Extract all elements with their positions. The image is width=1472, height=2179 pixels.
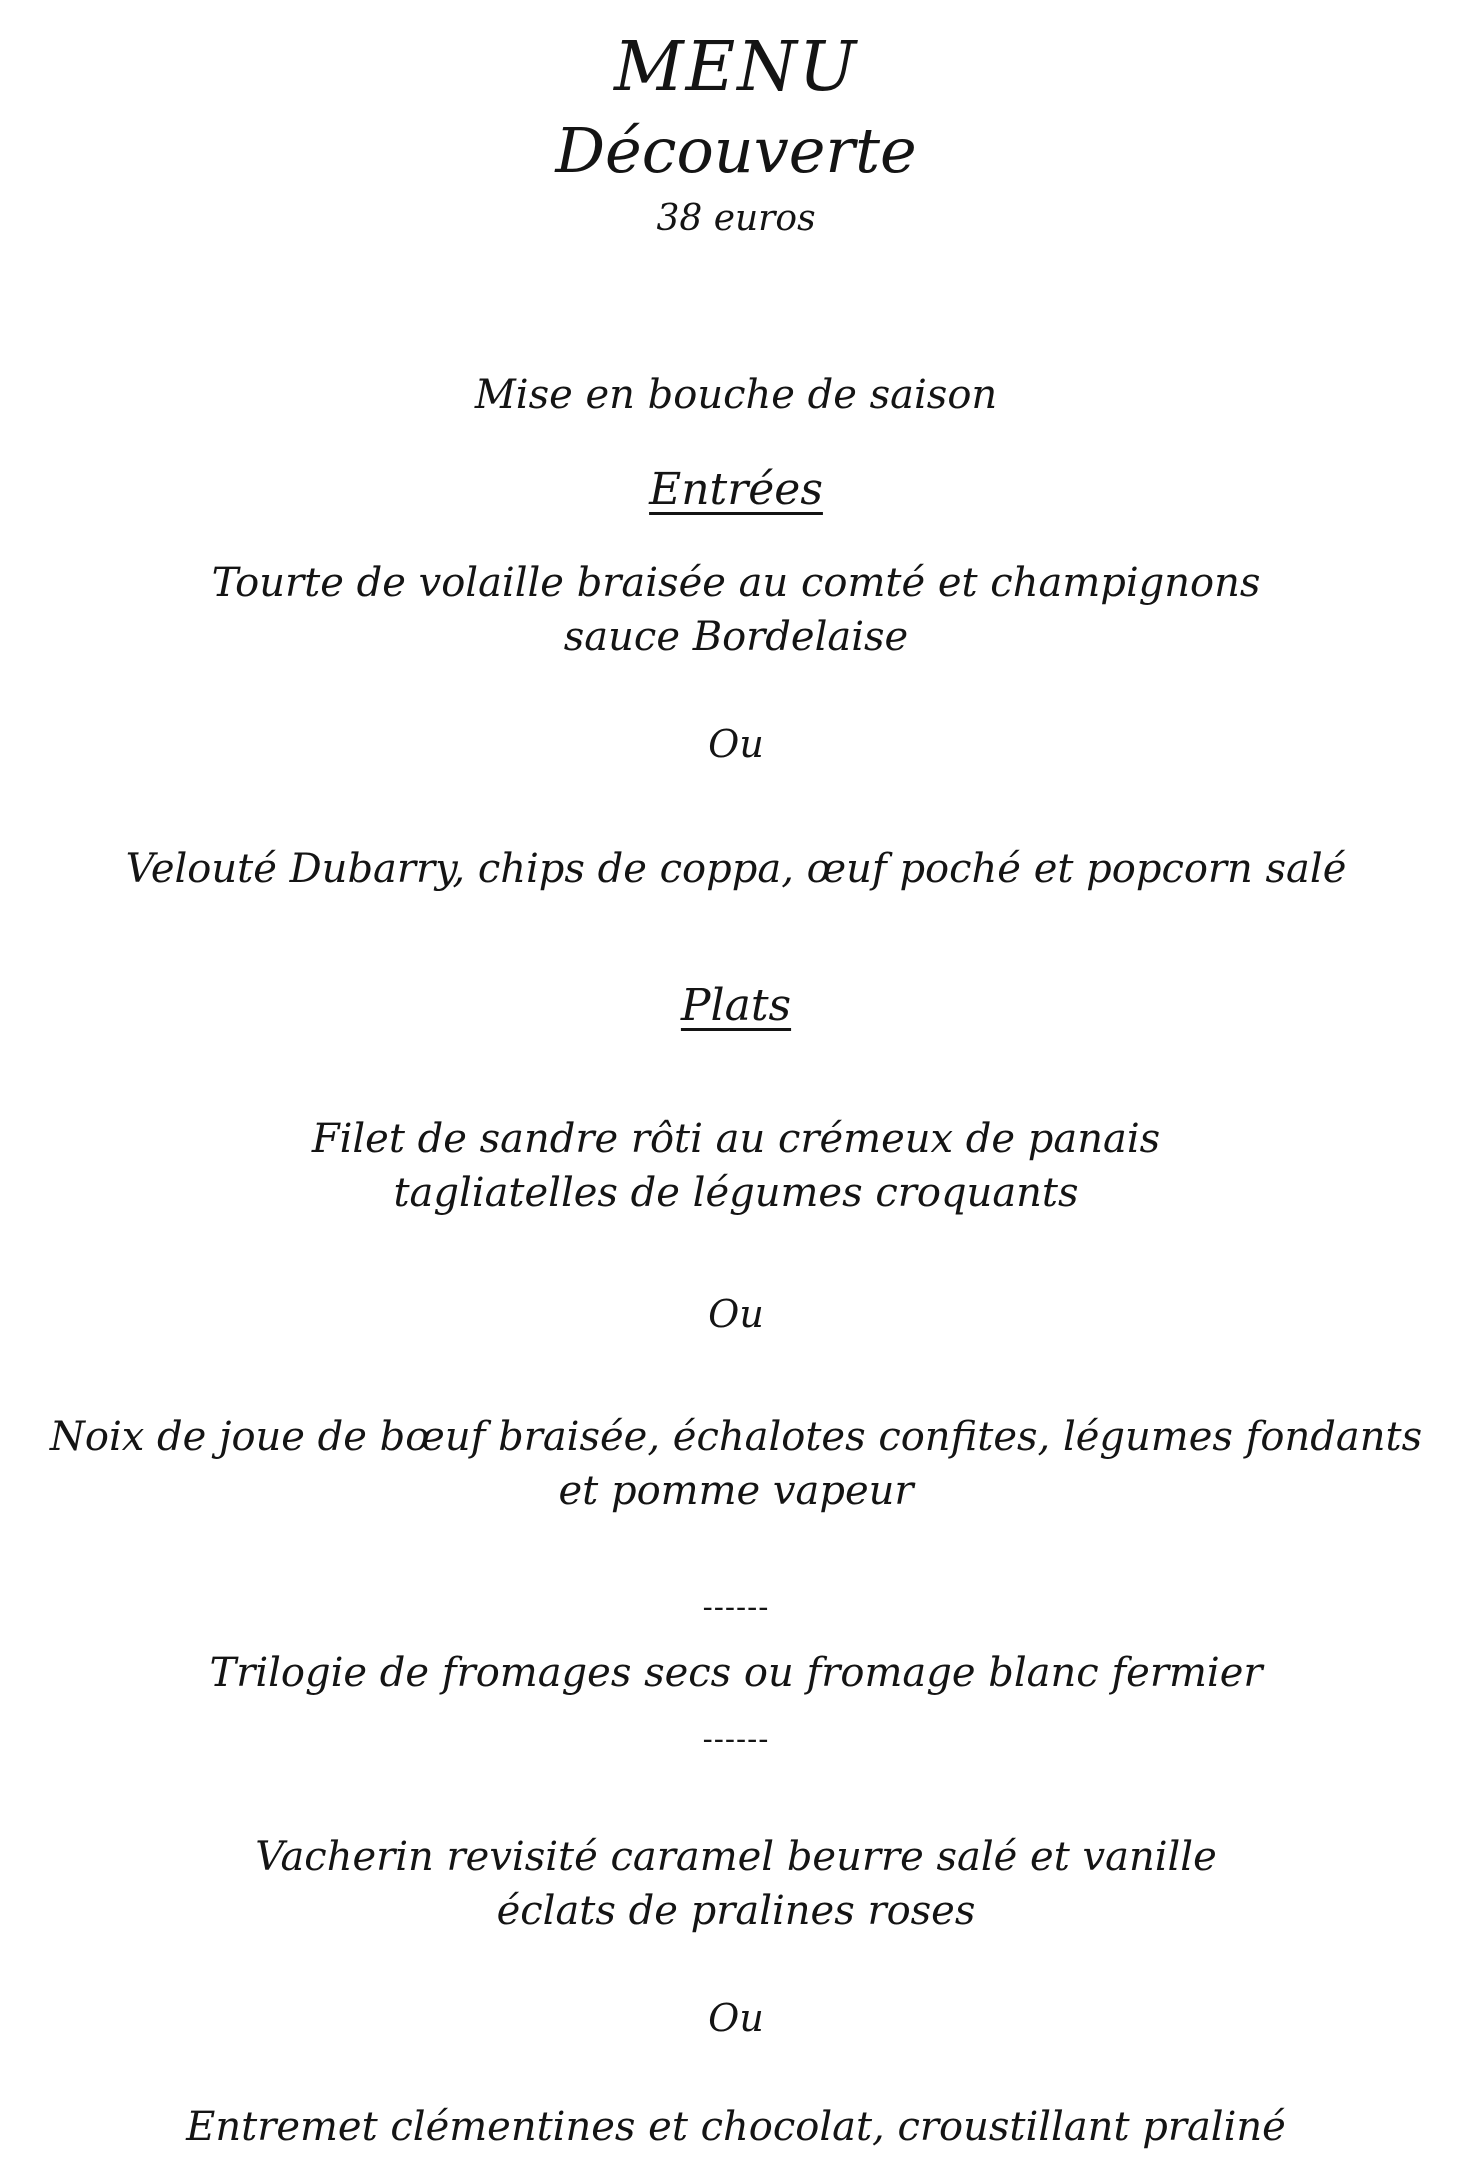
menu-title: MENU [613, 28, 859, 107]
entree-or-label: Ou [708, 722, 764, 766]
separator-2: ------ [702, 1722, 770, 1757]
entree-option-1-line-2: sauce Bordelaise [563, 614, 909, 660]
plat-option-1-line-2: tagliatelles de légumes croquants [393, 1170, 1079, 1216]
entree-option-1-line-1: Tourte de volaille braisée au comté et champignons [211, 560, 1261, 606]
separator-1: ------ [702, 1590, 770, 1625]
section-heading-plats: Plats [680, 980, 792, 1031]
entree-option-2-line-1: Velouté Dubarry, chips de coppa, œuf poché et popcorn salé [125, 846, 1347, 892]
plat-or-label: Ou [708, 1292, 764, 1336]
section-heading-entrees: Entrées [649, 464, 823, 515]
dessert-option-2-line-1: Entremet clémentines et chocolat, croustillant praliné [186, 2104, 1286, 2150]
fromages-line: Trilogie de fromages secs ou fromage blanc fermier [209, 1650, 1263, 1696]
plat-option-2-line-2: et pomme vapeur [558, 1468, 914, 1514]
dessert-option-1-line-1: Vacherin revisité caramel beurre salé et vanille [255, 1834, 1217, 1880]
amuse-bouche: Mise en bouche de saison [474, 372, 998, 418]
dessert-option-1-line-2: éclats de pralines roses [496, 1888, 976, 1934]
menu-subtitle: Découverte [555, 114, 917, 187]
plat-option-2-line-1: Noix de joue de bœuf braisée, échalotes confites, légumes fondants [49, 1414, 1423, 1460]
dessert-or-label: Ou [708, 1996, 764, 2040]
menu-price: 38 euros [656, 198, 816, 239]
plat-option-1-line-1: Filet de sandre rôti au crémeux de panais [311, 1116, 1161, 1162]
